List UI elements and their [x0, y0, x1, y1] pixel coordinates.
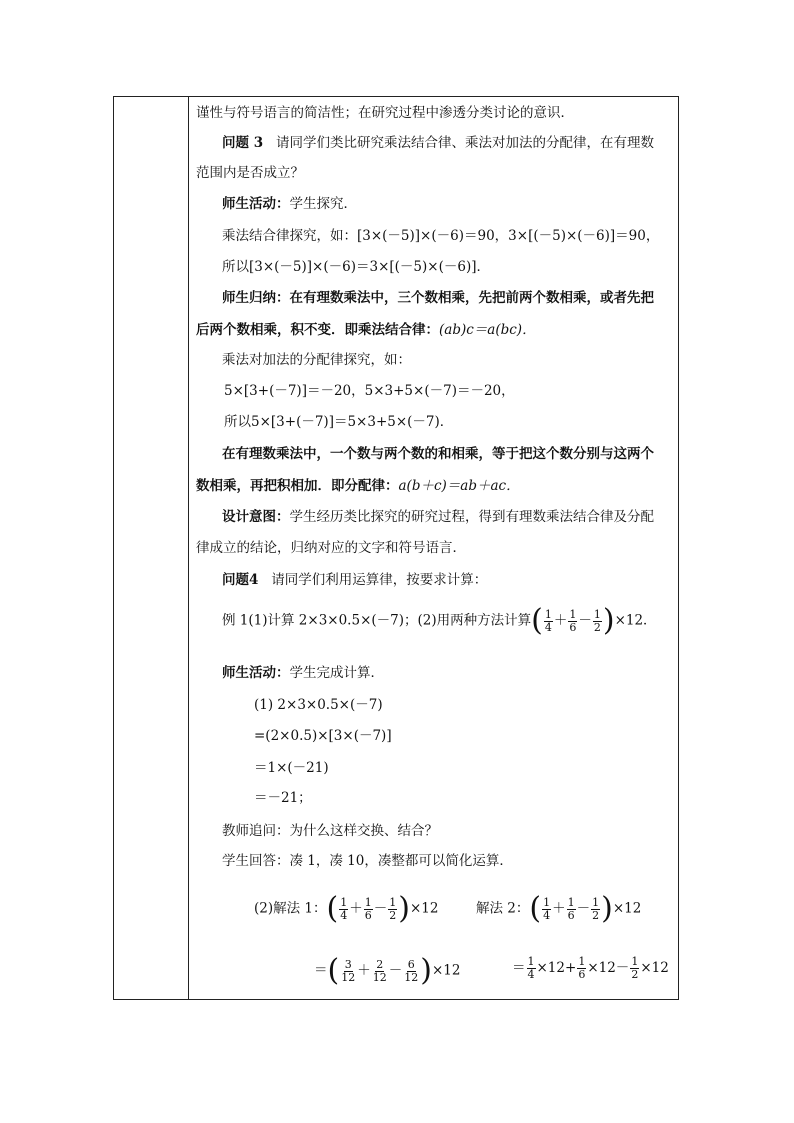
- example-1: 例 1(1)计算 2×3×0.5×(－7)；(2)用两种方法计算( $\frac{1}{4}$ ＋ $\frac{1}{6}$ － $\frac{1}{2}$ )×12．: [222, 603, 657, 638]
- dist-intro: 乘法对加法的分配律探究，如：: [222, 352, 411, 368]
- question-3-cont: 范围内是否成立？: [196, 165, 304, 181]
- question-3: 问题 3 请同学们类比研究乘法结合律、乘法对加法的分配律，在有理数: [222, 135, 654, 151]
- fraction: $\frac{2}{12}$: [372, 957, 387, 984]
- activity-1: 师生活动：学生探究．: [222, 196, 357, 212]
- assoc-conclusion: 所以[3×(－5)]×(－6)＝3×[(－5)×(－6)]．: [222, 259, 490, 275]
- fraction: $\frac{6}{12}$: [404, 957, 419, 984]
- student-answer: 学生回答：凑 1，凑 10，凑整都可以简化运算．: [222, 853, 513, 869]
- question-4: 问题4 请同学们利用运算律，按要求计算：: [222, 572, 488, 588]
- fraction: $\frac{1}{6}$: [364, 895, 372, 922]
- summary-1-cont: 后两个数相乘，积不变．即乘法结合律：(ab)c＝a(bc)．: [196, 322, 536, 338]
- design-intent: 设计意图：学生经历类比探究的研究过程，得到有理数乘法结合律及分配: [222, 509, 654, 525]
- fraction: $\frac{1}{4}$: [527, 955, 535, 981]
- fraction: $\frac{1}{2}$: [389, 895, 397, 922]
- fraction: $\frac{1}{2}$: [631, 955, 639, 981]
- table-column-divider: [188, 96, 189, 1000]
- dist-formula: a(b＋c)＝ab＋ac．: [398, 478, 520, 494]
- fraction: $\frac{1}{4}$: [544, 607, 552, 634]
- solution-1: (2)解法 1：( $\frac{1}{4}$ ＋ $\frac{1}{6}$ － $\frac{1}{2}$ )×12: [254, 891, 439, 926]
- fraction: $\frac{1}{4}$: [543, 895, 551, 922]
- assoc-example: 乘法结合律探究，如：[3×(－5)]×(－6)＝90，3×[(－5)×(－6)]＝90，: [222, 228, 660, 244]
- design-intent-cont: 律成立的结论，归纳对应的文字和符号语言．: [196, 540, 466, 556]
- summary-1: 师生归纳：在有理数乘法中，三个数相乘，先把前两个数相乘，或者先把: [222, 290, 654, 306]
- dist-example: 5×[3+(－7)]＝－20，5×3+5×(－7)＝－20，: [224, 383, 515, 399]
- dist-summary: 在有理数乘法中，一个数与两个数的和相乘，等于把这个数分别与这两个: [222, 446, 654, 462]
- paragraph-intro: 谨性与符号语言的简洁性；在研究过程中渗透分类讨论的意识．: [196, 105, 574, 121]
- fraction: $\frac{1}{4}$: [340, 895, 348, 922]
- calc-step-2: =(2×0.5)×[3×(－7)]: [254, 728, 392, 744]
- fraction: $\frac{3}{12}$: [341, 957, 356, 984]
- fraction: $\frac{1}{6}$: [578, 955, 586, 981]
- question-4-label: 问题4: [222, 572, 259, 588]
- calc-step-1: (1) 2×3×0.5×(－7): [254, 697, 383, 713]
- calc-step-4: ＝－21；: [254, 790, 312, 806]
- fraction: $\frac{1}{2}$: [592, 895, 600, 922]
- solution-1-step: ＝( $\frac{3}{12}$ ＋ $\frac{2}{12}$ － $\frac{6}{12}$ )×12: [314, 953, 461, 988]
- fraction: $\frac{1}{6}$: [567, 895, 575, 922]
- solution-2-step: ＝ $\frac{1}{4}$ ×12+ $\frac{1}{6}$ ×12－ $\frac{1}{2}$ ×12: [512, 955, 669, 981]
- fraction: $\frac{1}{2}$: [593, 607, 601, 634]
- teacher-question: 教师追问：为什么这样交换、结合？: [222, 823, 438, 839]
- solution-2: 解法 2：( $\frac{1}{4}$ ＋ $\frac{1}{6}$ － $\frac{1}{2}$ )×12: [476, 891, 642, 926]
- assoc-formula: (ab)c＝a(bc)．: [439, 322, 536, 338]
- dist-summary-cont: 数相乘，再把积相加．即分配律：a(b＋c)＝ab＋ac．: [196, 478, 520, 494]
- dist-conclusion: 所以5×[3+(－7)]＝5×3+5×(－7)．: [224, 414, 454, 430]
- fraction: $\frac{1}{6}$: [569, 607, 577, 634]
- question-3-label: 问题 3: [222, 135, 264, 151]
- activity-2: 师生活动：学生完成计算．: [222, 665, 384, 681]
- calc-step-3: ＝1×(－21): [254, 760, 329, 776]
